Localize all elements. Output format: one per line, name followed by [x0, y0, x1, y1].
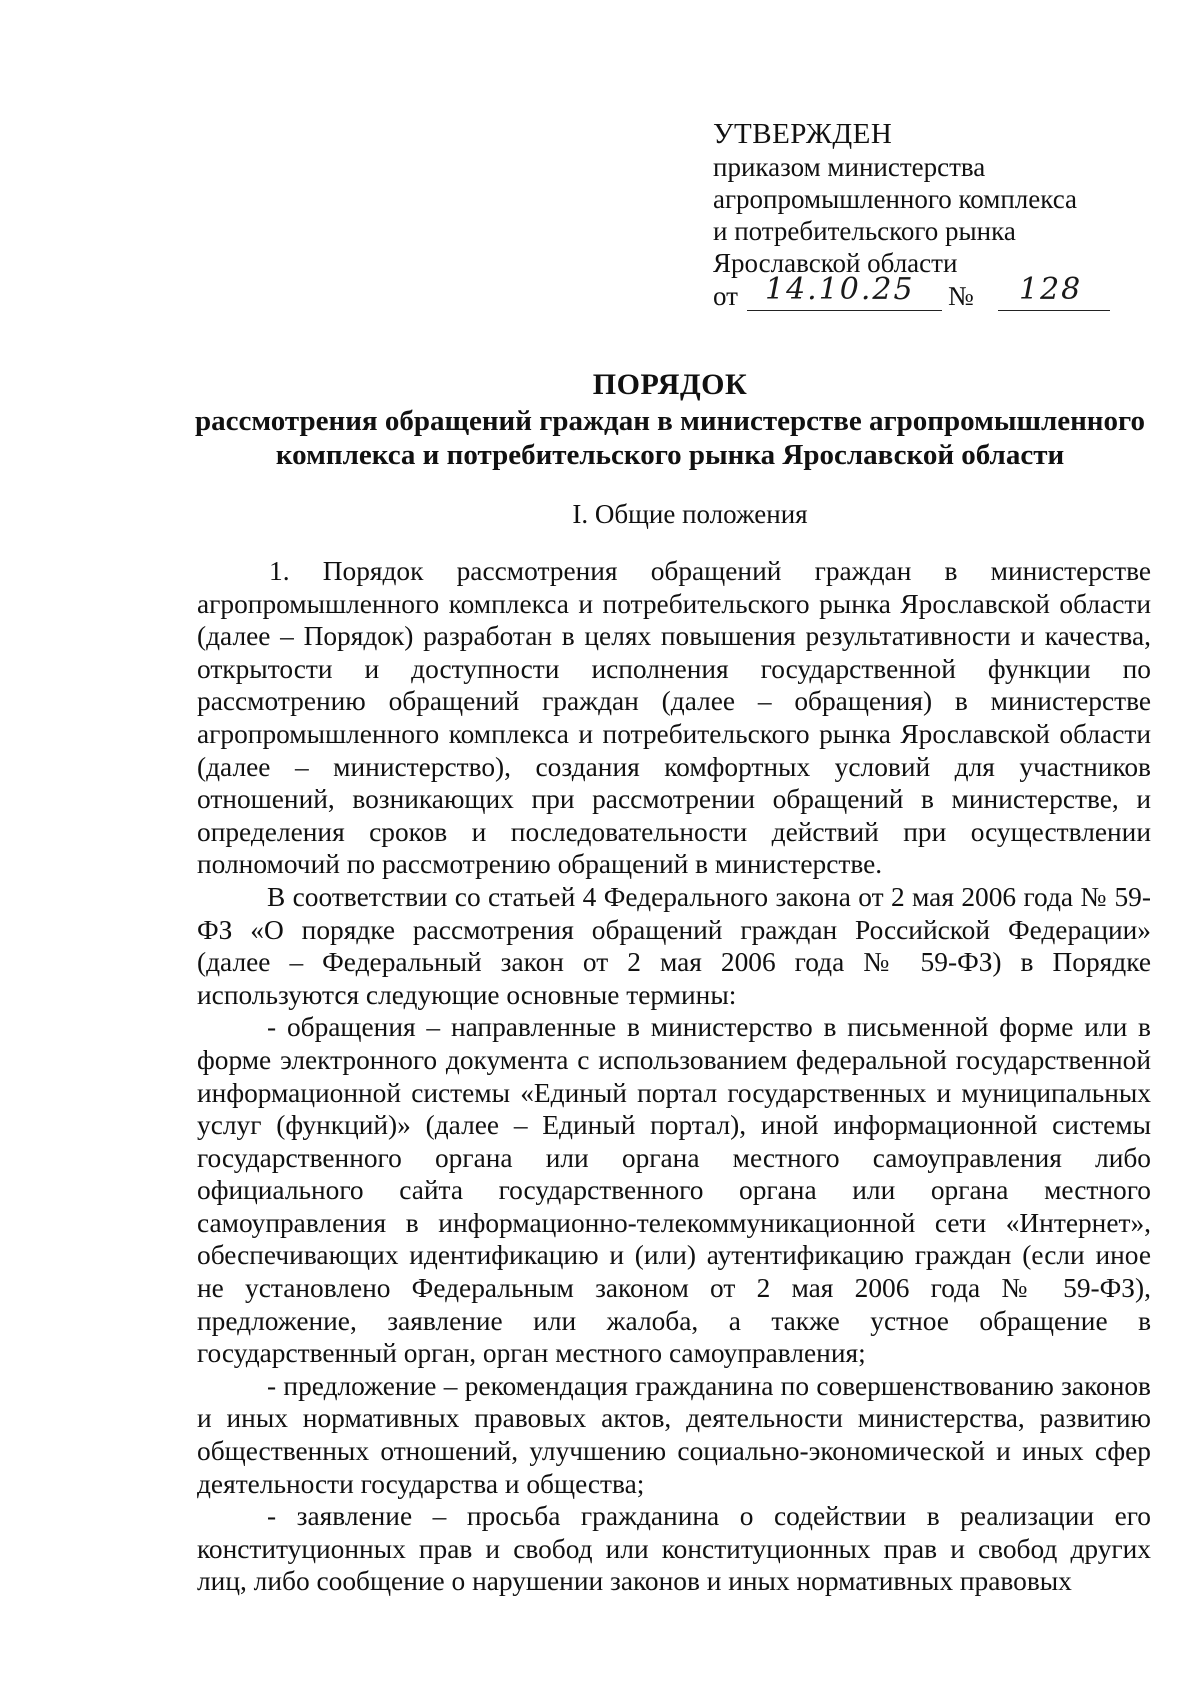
date-label: от: [713, 281, 738, 311]
approval-line: агропромышленного комплекса: [713, 184, 1077, 214]
paragraph: - предложение – рекомендация гражданина по совершенствованию законов и иных нормативных правовых актов, деятельности министерства, развитию общественных отношений, улучшению социально-экономической и иных сфер деятельности государства и общества;: [197, 1370, 1151, 1499]
approval-date-number-line: [713, 272, 1133, 314]
approval-line: Ярославской области: [713, 248, 958, 278]
paragraph: В соответствии со статьей 4 Федерального закона от 2 мая 2006 года № 59-ФЗ «О порядке рассмотрения обращений граждан Российской Федерации» (далее – Федеральный закон от 2 мая 2006 года № 59-ФЗ) в Порядке используются следующие основные термины:: [197, 881, 1151, 1010]
approval-line: приказом министерства: [713, 152, 986, 182]
title-subtitle-line: рассмотрения обращений граждан в министерстве агропромышленного: [195, 405, 1145, 437]
paragraph: - обращения – направленные в министерство в письменной форме или в форме электронного документа с использованием федеральной государственной информационной системы «Единый портал государственных и муниципальных услуг (функций)» (далее – Единый портал), иной информационной системы государственного органа или органа местного самоуправления либо официального сайта государственного органа или органа местного самоуправления в информационно-телекоммуникационной сети «Интернет», обеспечивающих идентификацию и (или) аутентификацию граждан (если иное не установлено Федеральным законом от 2 мая 2006 года № 59-ФЗ), предложение, заявление или жалоба, а также устное обращение в государственный орган, орган местного самоуправления;: [197, 1012, 1151, 1369]
title-main: ПОРЯДОК: [592, 368, 748, 401]
paragraph: 1. Порядок рассмотрения обращений граждан в министерстве агропромышленного комплекса и потребительского рынка Ярославской области (далее – Порядок) разработан в целях повышения результативности и качества, открытости и доступности исполнения государственной функции по рассмотрению обращений граждан (далее – обращения) в министерстве агропромышленного комплекса и потребительского рынка Ярославской области (далее – министерство), создания комфортных условий для участников отношений, возникающих при рассмотрении обращений в министерстве, и определения сроков и последовательности действий при осуществлении полномочий по рассмотрению обращений в министерстве.: [197, 556, 1151, 880]
title-subtitle-line: комплекса и потребительского рынка Ярославской области: [275, 439, 1065, 471]
approval-line: и потребительского рынка: [713, 216, 1016, 246]
approval-stamp-block: [713, 118, 1133, 314]
handwritten-number: 128: [1019, 272, 1083, 307]
number-label: №: [948, 281, 974, 311]
document-body: [197, 555, 1151, 1598]
section-heading: I. Общие положения: [572, 499, 808, 529]
handwritten-date: 14.10.25: [765, 272, 915, 307]
paragraph: - заявление – просьба гражданина о содействии в реализации его конституционных прав и свобод или конституционных прав и свобод других лиц, либо сообщение о нарушении законов и иных нормативных правовых: [197, 1501, 1151, 1597]
approval-heading: УТВЕРЖДЕН: [713, 118, 893, 150]
document-title: [150, 368, 1190, 472]
